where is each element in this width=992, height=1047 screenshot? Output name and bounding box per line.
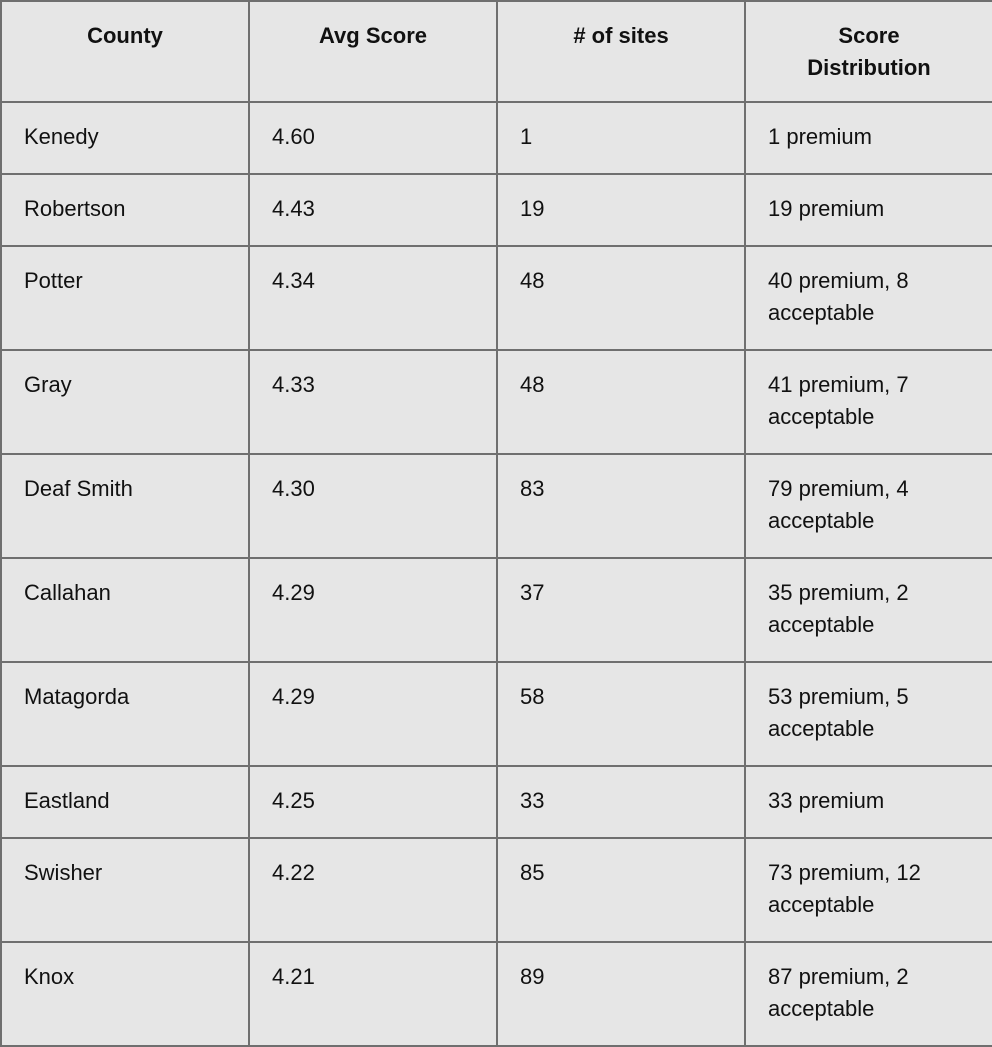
distribution-cell: 40 premium, 8 acceptable — [745, 246, 992, 350]
county-cell: Deaf Smith — [1, 454, 249, 558]
sites-cell: 85 — [497, 838, 745, 942]
table-row — [1, 838, 992, 942]
sites-cell: 83 — [497, 454, 745, 558]
sites-cell: 33 — [497, 766, 745, 838]
header-avg-score: Avg Score — [249, 1, 497, 102]
table-row — [1, 102, 992, 174]
table-row — [1, 454, 992, 558]
table-row — [1, 558, 992, 662]
county-cell: Kenedy — [1, 102, 249, 174]
avg-score-cell: 4.22 — [249, 838, 497, 942]
county-cell: Gray — [1, 350, 249, 454]
county-cell: Eastland — [1, 766, 249, 838]
header-score-distribution: Score Distribution — [745, 1, 992, 102]
avg-score-cell: 4.60 — [249, 102, 497, 174]
sites-cell: 1 — [497, 102, 745, 174]
county-cell: Robertson — [1, 174, 249, 246]
sites-cell: 37 — [497, 558, 745, 662]
distribution-cell: 41 premium, 7 acceptable — [745, 350, 992, 454]
sites-cell: 58 — [497, 662, 745, 766]
avg-score-cell: 4.21 — [249, 942, 497, 1046]
sites-cell: 19 — [497, 174, 745, 246]
distribution-cell: 73 premium, 12 acceptable — [745, 838, 992, 942]
county-cell: Swisher — [1, 838, 249, 942]
table-row — [1, 246, 992, 350]
table-row — [1, 942, 992, 1046]
distribution-cell: 53 premium, 5 acceptable — [745, 662, 992, 766]
sites-cell: 48 — [497, 350, 745, 454]
sites-cell: 48 — [497, 246, 745, 350]
distribution-cell: 87 premium, 2 acceptable — [745, 942, 992, 1046]
distribution-cell: 33 premium — [745, 766, 992, 838]
distribution-cell: 35 premium, 2 acceptable — [745, 558, 992, 662]
distribution-cell: 79 premium, 4 acceptable — [745, 454, 992, 558]
avg-score-cell: 4.29 — [249, 662, 497, 766]
avg-score-cell: 4.34 — [249, 246, 497, 350]
avg-score-cell: 4.30 — [249, 454, 497, 558]
header-num-sites: # of sites — [497, 1, 745, 102]
header-county: County — [1, 1, 249, 102]
table-header-row — [1, 1, 992, 102]
county-cell: Knox — [1, 942, 249, 1046]
county-cell: Potter — [1, 246, 249, 350]
avg-score-cell: 4.33 — [249, 350, 497, 454]
avg-score-cell: 4.29 — [249, 558, 497, 662]
avg-score-cell: 4.25 — [249, 766, 497, 838]
table-row — [1, 766, 992, 838]
table-row — [1, 174, 992, 246]
table-row — [1, 662, 992, 766]
distribution-cell: 19 premium — [745, 174, 992, 246]
sites-cell: 89 — [497, 942, 745, 1046]
avg-score-cell: 4.43 — [249, 174, 497, 246]
distribution-cell: 1 premium — [745, 102, 992, 174]
county-cell: Matagorda — [1, 662, 249, 766]
table-row — [1, 350, 992, 454]
county-cell: Callahan — [1, 558, 249, 662]
